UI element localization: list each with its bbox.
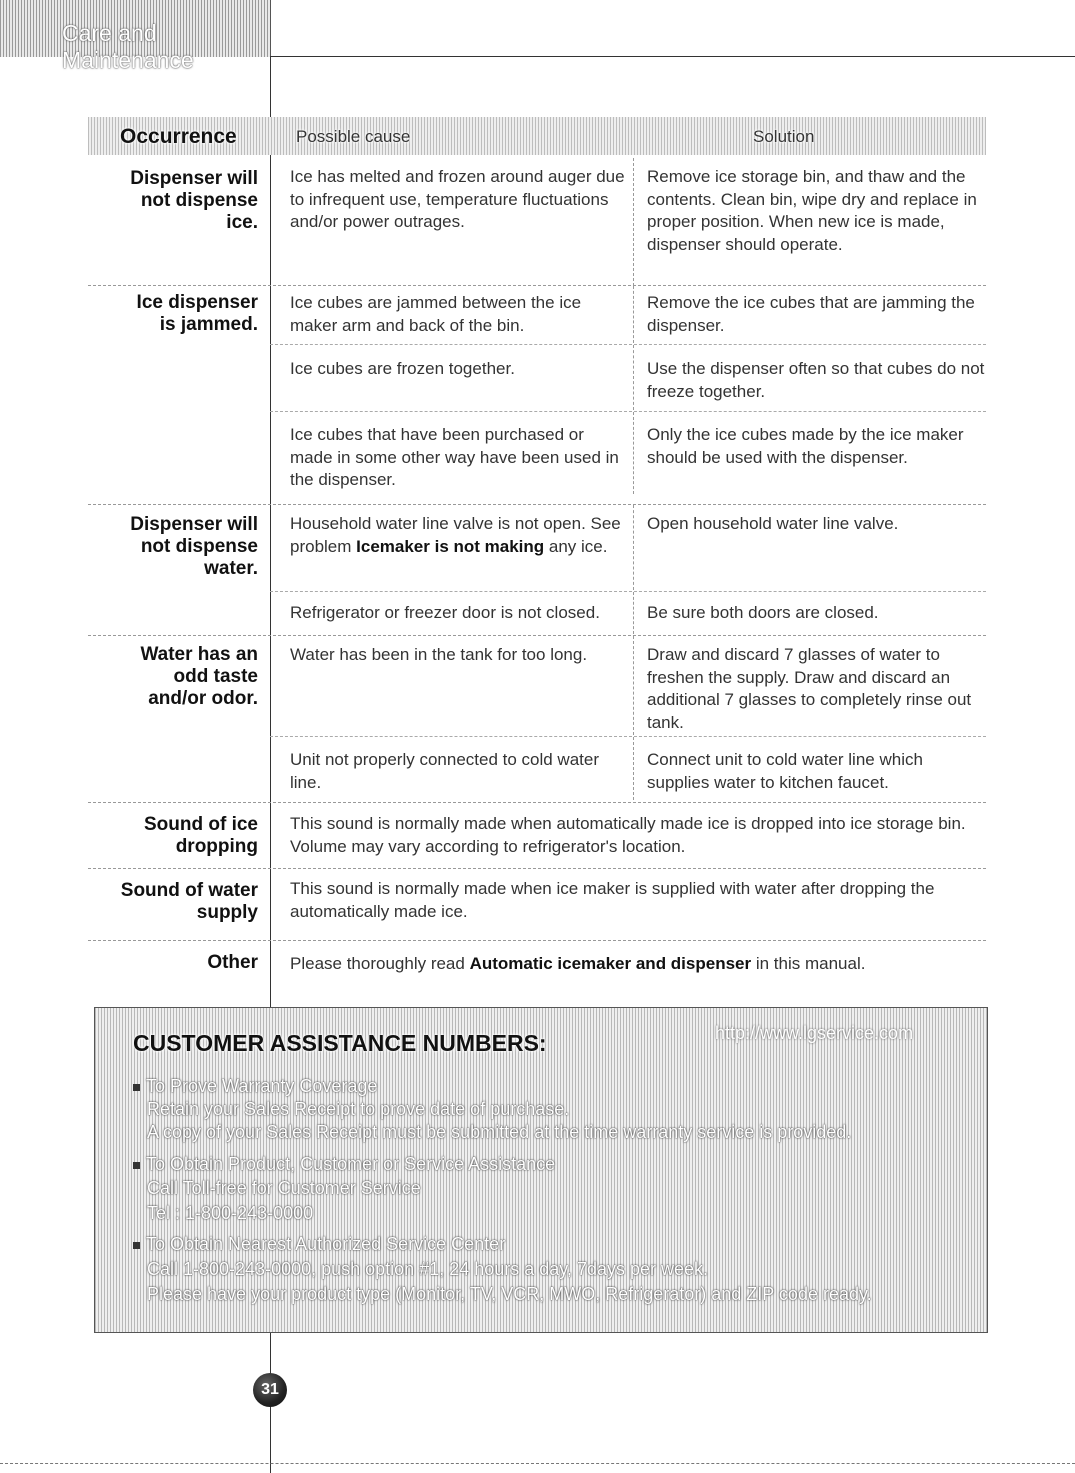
assistance-line: Call Toll-free for Customer Service [147, 1178, 421, 1198]
explanation-text: This sound is normally made when ice maker is supplied with water after dropping the automatically made ice. [290, 879, 935, 921]
occurrence-line: is jammed. [159, 314, 258, 335]
customer-assistance-title: CUSTOMER ASSISTANCE NUMBERS: [133, 1030, 547, 1056]
row-separator [88, 285, 986, 286]
cause-text: Refrigerator or freezer door is not closed. [290, 603, 600, 622]
solution-text: Open household water line valve. [647, 514, 899, 533]
cause-text [290, 513, 630, 558]
assistance-line: Please have your product type (Monitor, TV, VCR, MWO, Refrigerator) and ZIP code ready. [147, 1284, 872, 1304]
occurrence-dispenser-ice [88, 168, 258, 234]
row-separator [88, 802, 986, 803]
header-occurrence: Occurrence [120, 125, 237, 148]
occurrence-line: Dispenser will [130, 168, 258, 189]
cause-text: Ice has melted and frozen around auger due to infrequent use, temperature fluctuations and/or power outrages. [290, 167, 625, 231]
occurrence-line: odd taste [173, 666, 258, 687]
bullet-icon [133, 1084, 140, 1091]
column-separator [633, 286, 634, 343]
occurrence-line: Sound of ice [144, 814, 258, 835]
service-website-link[interactable]: http://www.lgservice.com [715, 1023, 914, 1043]
sub-row-separator [270, 344, 986, 345]
solution-text: Remove ice storage bin, and thaw and the contents. Clean bin, wipe dry and replace in proper position. When new ice is made, dispenser should operate. [647, 167, 977, 254]
assistance-heading-warranty [133, 1075, 377, 1097]
header-possible-cause: Possible cause [296, 127, 411, 146]
occurrence-line: supply [196, 902, 258, 923]
column-separator [633, 158, 634, 286]
sub-row-separator [270, 591, 986, 592]
customer-assistance-box [94, 1007, 988, 1333]
assistance-heading-product [133, 1153, 555, 1175]
occurrence-line: and/or odor. [148, 688, 258, 709]
assistance-line: A copy of your Sales Receipt must be submitted at the time warranty service is provided. [147, 1122, 852, 1142]
page-number-badge: 31 [253, 1373, 287, 1407]
occurrence-sound-water [88, 880, 258, 924]
sub-row-separator [270, 411, 986, 412]
assistance-line: To Obtain Product, Customer or Service Assistance [146, 1154, 556, 1174]
table-header-bar [88, 117, 986, 155]
occurrence-line: ice. [226, 212, 258, 233]
column-separator [633, 505, 634, 590]
solution-text: Connect unit to cold water line which supplies water to kitchen faucet. [647, 750, 923, 792]
cause-text-part: any ice. [544, 536, 608, 556]
footer-rule [0, 1463, 1075, 1464]
manual-reference-bold: Automatic icemaker and dispenser [469, 954, 752, 973]
sub-row-separator [270, 736, 986, 737]
assistance-line: Call 1-800-243-0000, push option #1, 24 hours a day, 7days per week. [147, 1259, 709, 1279]
cause-text: Unit not properly connected to cold water line. [290, 750, 600, 792]
occurrence-line: not dispense [140, 536, 258, 557]
occurrence-sound-ice [88, 814, 258, 858]
bullet-icon [133, 1162, 140, 1169]
section-title: Care and Maintenance [62, 20, 194, 73]
cause-text: Ice cubes that have been purchased or made in some other way have been used in the dispenser. [290, 425, 619, 489]
occurrence-line: Dispenser will [130, 514, 258, 535]
occurrence-line: dropping [175, 836, 258, 857]
explanation-text: This sound is normally made when automatically made ice is dropped into ice storage bin. Volume may vary according to refrigerator's location. [290, 814, 966, 856]
column-separator [633, 592, 634, 634]
column-separator [633, 412, 634, 494]
occurrence-line: Ice dispenser [136, 292, 258, 313]
row-separator [88, 504, 986, 505]
assistance-phone: Tel : 1-800-243-0000 [147, 1203, 314, 1223]
assistance-line: To Prove Warranty Coverage [146, 1076, 378, 1096]
bullet-icon [133, 1242, 140, 1249]
solution-text: Use the dispenser often so that cubes do not freeze together. [647, 359, 985, 401]
row-separator [88, 940, 986, 941]
occurrence-line: Other [207, 952, 258, 973]
section-header-tab [0, 0, 271, 73]
solution-text: Draw and discard 7 glasses of water to freshen the supply. Draw and discard an additional 7 glasses to completely rinse out tank. [647, 645, 972, 732]
column-separator [633, 345, 634, 410]
assistance-line: To Obtain Nearest Authorized Service Center [146, 1234, 506, 1254]
assistance-line: Retain your Sales Receipt to prove date of purchase. [147, 1099, 570, 1119]
header-rule [270, 56, 1075, 57]
cause-text-part: Household water line valve is not open. See problem [290, 514, 621, 556]
column-separator [633, 737, 634, 800]
occurrence-ice-jammed [88, 292, 258, 336]
explanation-text [290, 953, 986, 976]
assistance-heading-service-center [133, 1233, 505, 1255]
cause-text: Ice cubes are frozen together. [290, 359, 515, 378]
occurrence-water-taste [88, 644, 258, 710]
occurrence-other [88, 952, 258, 974]
solution-text: Remove the ice cubes that are jamming the dispenser. [647, 293, 975, 335]
solution-text: Be sure both doors are closed. [647, 603, 879, 622]
cause-text: Ice cubes are jammed between the ice maker arm and back of the bin. [290, 293, 582, 335]
occurrence-line: not dispense [140, 190, 258, 211]
occurrence-line: water. [204, 558, 258, 579]
column-separator [633, 636, 634, 735]
explanation-part: in this manual. [751, 954, 866, 973]
solution-text: Only the ice cubes made by the ice maker should be used with the dispenser. [647, 425, 964, 467]
header-solution: Solution [753, 127, 815, 146]
cause-text: Water has been in the tank for too long. [290, 645, 588, 664]
occurrence-line: Sound of water [120, 880, 258, 901]
row-separator [88, 868, 986, 869]
occurrence-line: Water has an [140, 644, 258, 665]
occurrence-dispenser-water [88, 514, 258, 580]
cause-reference-bold: Icemaker is not making [356, 536, 545, 556]
row-separator [88, 635, 986, 636]
explanation-part: Please thoroughly read [290, 954, 470, 973]
